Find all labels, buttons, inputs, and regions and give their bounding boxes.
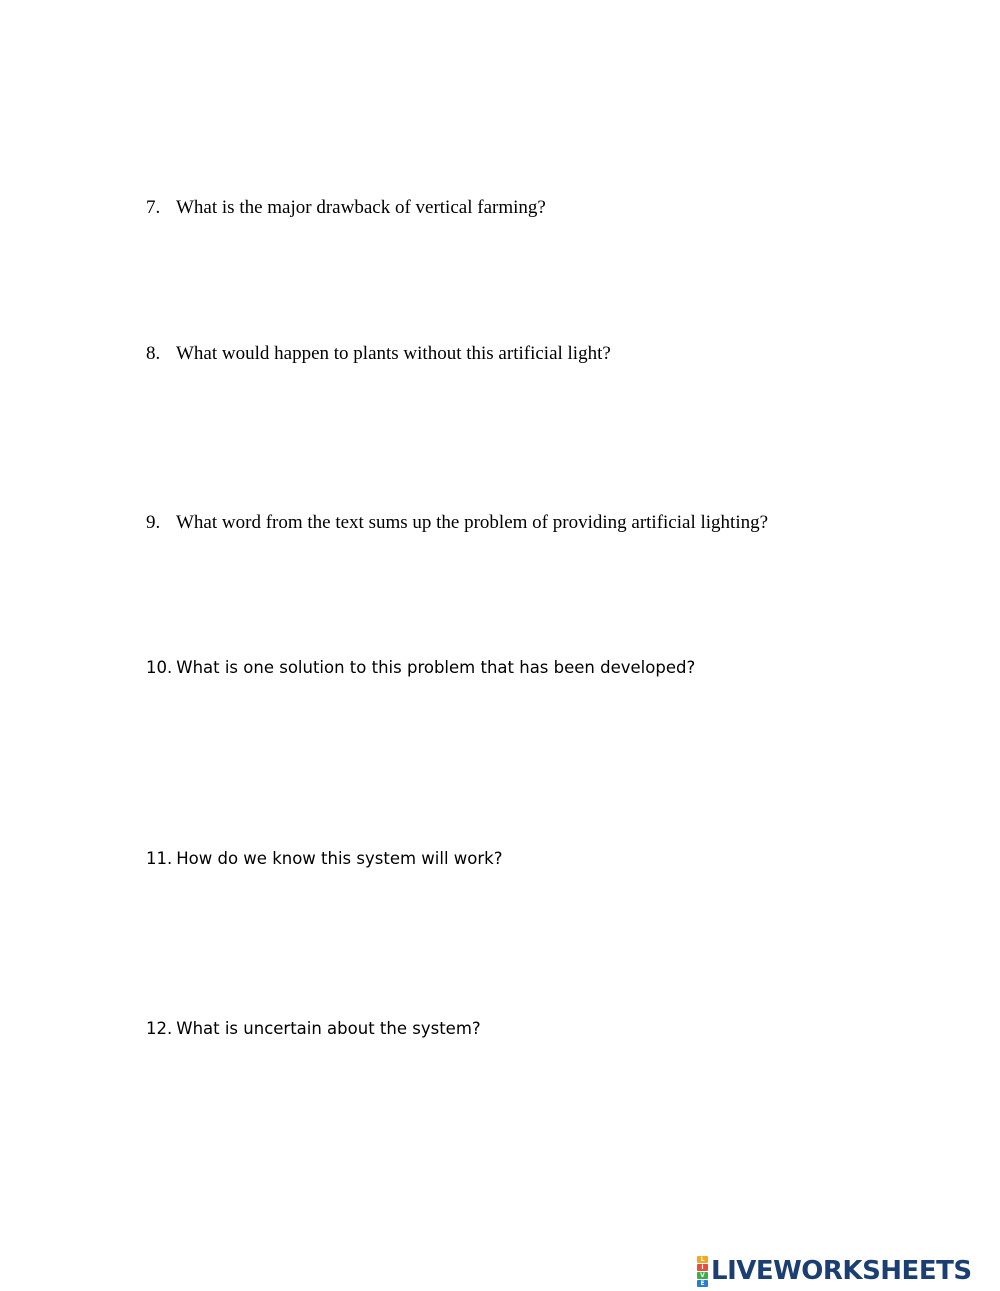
question-number: 10. <box>146 658 173 677</box>
logo-mark-l: L <box>697 1256 708 1263</box>
question-number: 12. <box>146 1019 173 1038</box>
question-number: 8. <box>146 343 161 364</box>
logo-text: LIVEWORKSHEETS <box>711 1256 972 1286</box>
question-8 <box>146 344 611 363</box>
question-text: What is uncertain about the system? <box>176 1019 481 1038</box>
question-number: 7. <box>146 197 161 218</box>
question-number: 9. <box>146 512 161 533</box>
live-logo-icon <box>697 1256 708 1287</box>
question-12 <box>146 1021 481 1038</box>
question-text: What would happen to plants without this artificial light? <box>176 343 611 364</box>
logo-mark-i: I <box>697 1264 708 1271</box>
question-9 <box>146 513 768 532</box>
question-10 <box>146 660 695 677</box>
question-11 <box>146 851 502 868</box>
logo-mark-e: E <box>697 1280 708 1287</box>
question-number: 11. <box>146 849 173 868</box>
liveworksheets-logo <box>697 1254 972 1288</box>
question-text: What is the major drawback of vertical farming? <box>176 197 546 218</box>
logo-mark-v: V <box>697 1272 708 1279</box>
question-text: What is one solution to this problem that has been developed? <box>176 658 696 677</box>
question-7 <box>146 198 546 217</box>
question-text: How do we know this system will work? <box>176 849 503 868</box>
question-text: What word from the text sums up the problem of providing artificial lighting? <box>176 512 769 533</box>
